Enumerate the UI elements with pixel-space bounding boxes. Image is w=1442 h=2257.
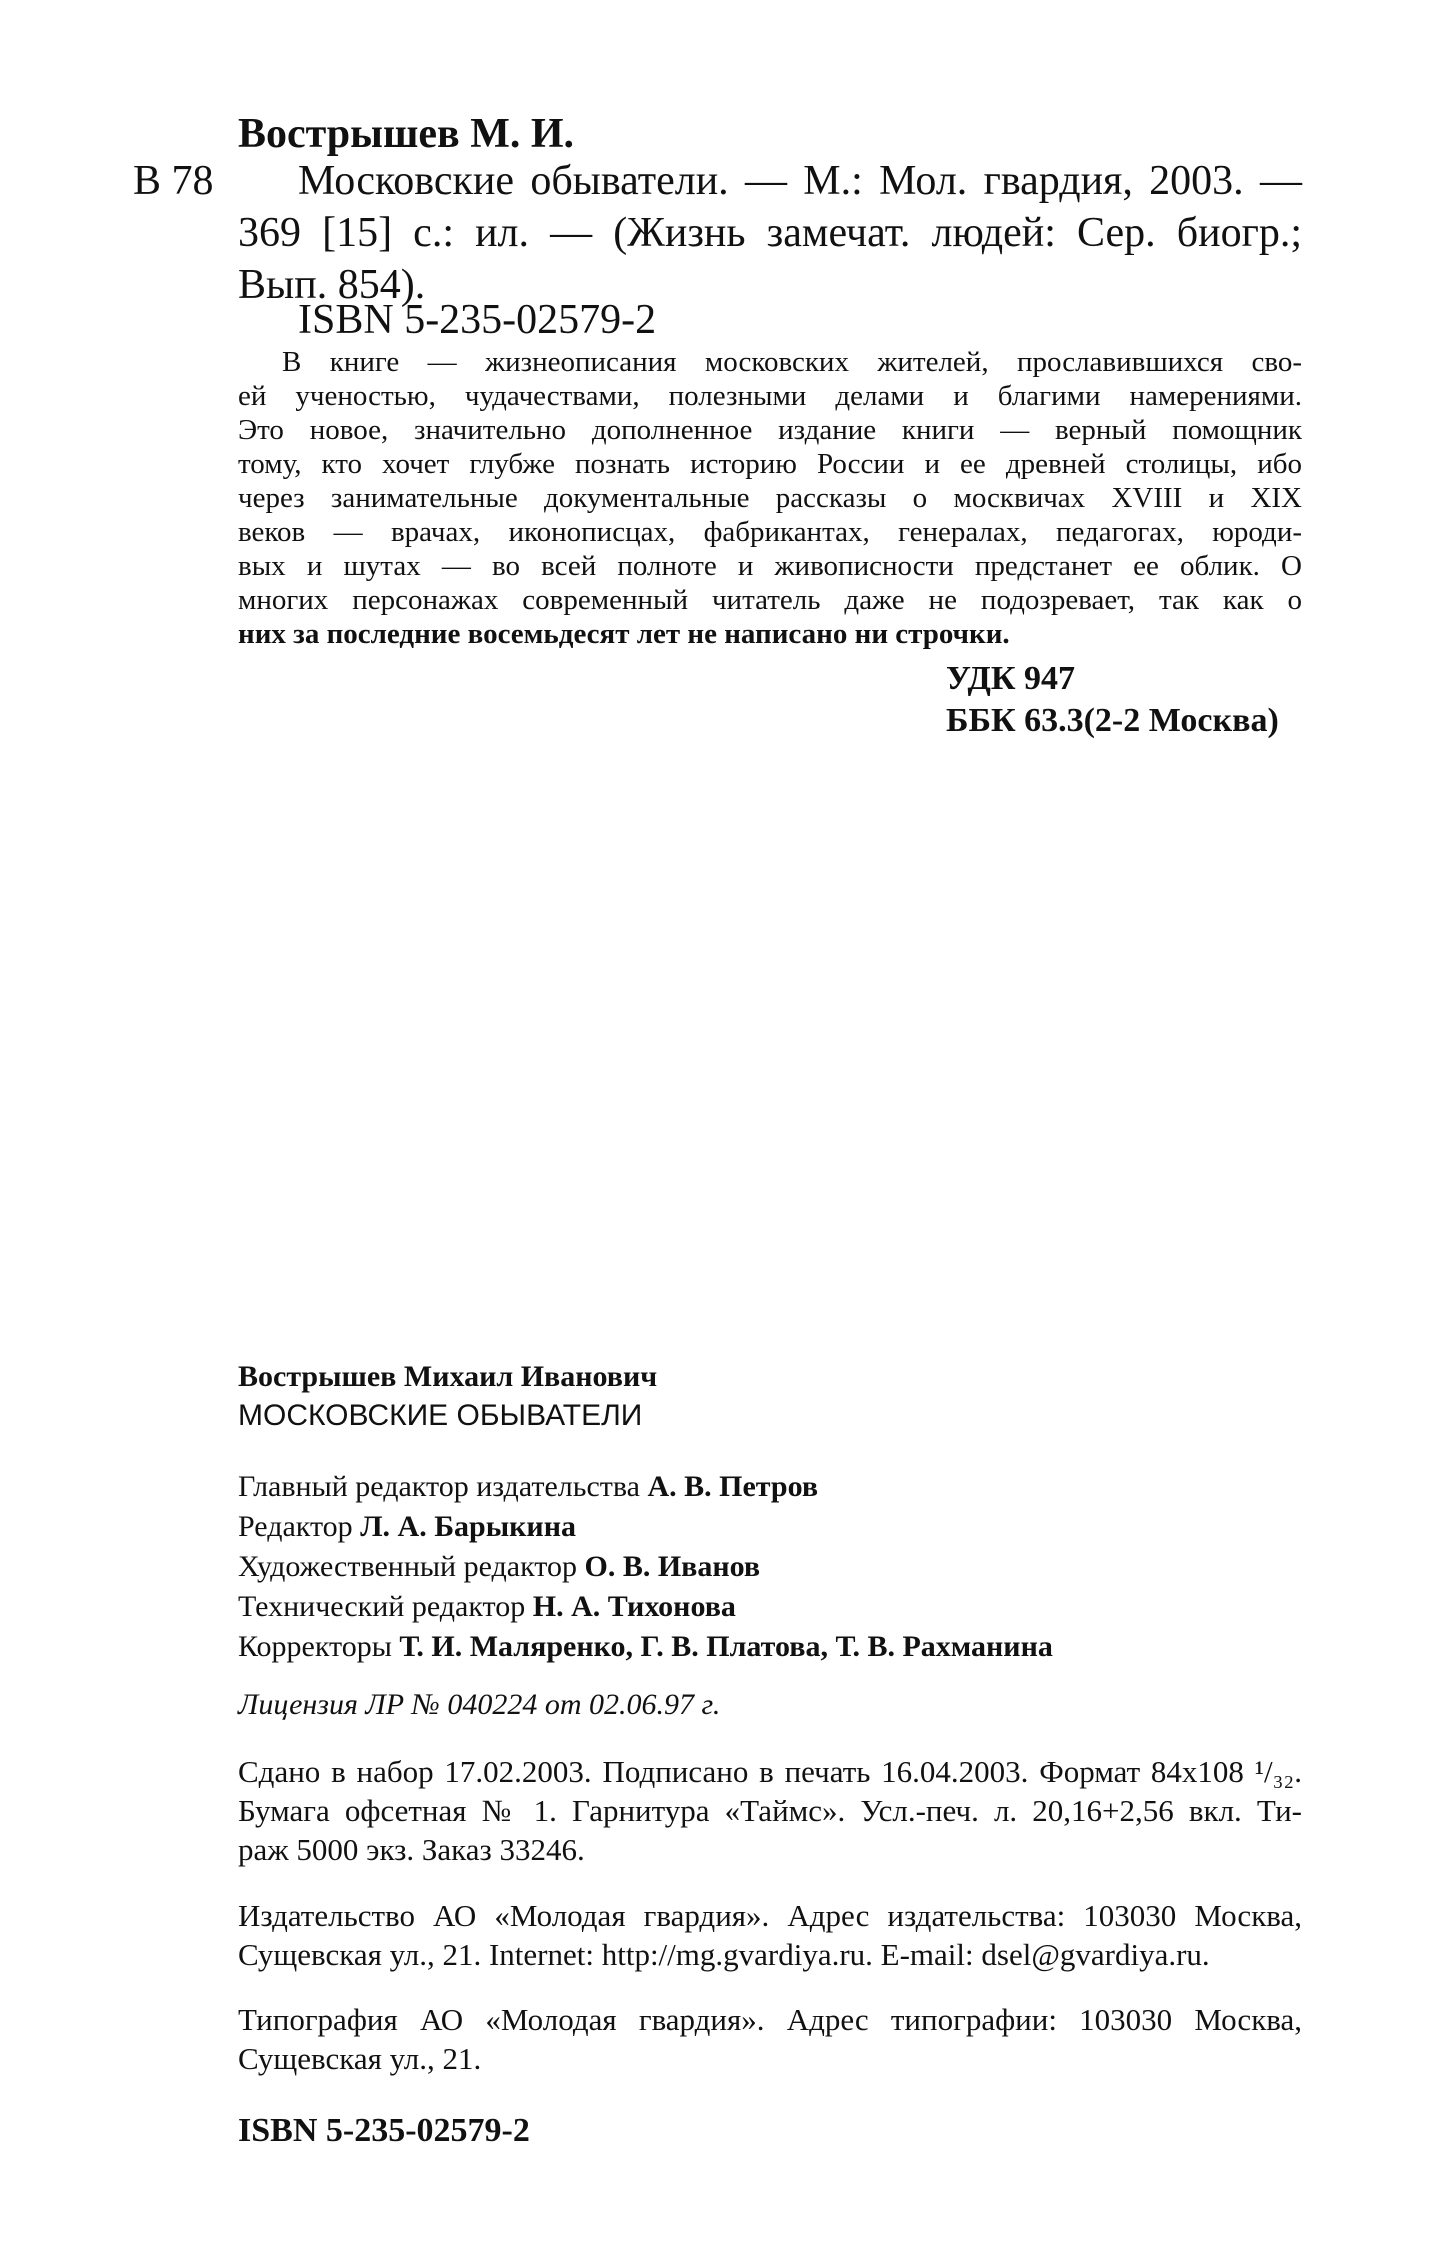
staff-name: О. В. Иванов [584, 1550, 761, 1583]
annotation-line: вых и шутах — во всей полноте и живописности предстанет ее облик. О [238, 550, 1302, 582]
publisher-details [238, 1896, 1302, 1974]
staff-role: Технический редактор [238, 1590, 526, 1623]
staff-role: Редактор [238, 1510, 353, 1543]
staff-row [238, 1548, 1053, 1585]
typography-line: Типография АО «Молодая гвардия». Адрес типографии: 103030 Москва, [238, 2002, 1302, 2037]
staff-role: Корректоры [238, 1630, 392, 1663]
staff-row [238, 1588, 1053, 1625]
print-details [238, 1752, 1302, 1869]
annotation [238, 345, 1302, 651]
annotation-line: В книге — жизнеописания московских жителей, прославившихся сво- [282, 346, 1302, 378]
print-line: раж 5000 экз. Заказ 33246. [238, 1832, 585, 1867]
udk-code: УДК 947 [946, 660, 1076, 697]
bib-line: Московские обыватели. — М.: Мол. гвардия, 2003. — [298, 158, 1302, 204]
isbn-top: ISBN 5-235-02579-2 [298, 297, 657, 343]
staff-row [238, 1508, 1053, 1545]
annotation-line: Это новое, значительно дополненное издание книги — верный помощник [238, 414, 1302, 446]
isbn-bottom: ISBN 5-235-02579-2 [238, 2112, 530, 2149]
print-line: Бумага офсетная № 1. Гарнитура «Таймс». Усл.-печ. л. 20,16+2,56 вкл. Ти- [238, 1793, 1302, 1828]
typography-details [238, 2000, 1302, 2078]
license: Лицензия ЛР № 040224 от 02.06.97 г. [238, 1688, 721, 1721]
bib-line: 369 [15] с.: ил. — (Жизнь замечат. людей: Сер. биогр.; [238, 210, 1302, 256]
annotation-line: ей ученостью, чудачествами, полезными делами и благими намерениями. [238, 380, 1302, 412]
annotation-line: них за последние восемьдесят лет не написано ни строчки. [238, 618, 1010, 650]
annotation-line: веков — врачах, иконописцах, фабрикантах, генералах, педагогах, юроди- [238, 516, 1302, 548]
annotation-line: через занимательные документальные рассказы о москвичах XVIII и XIX [238, 482, 1302, 514]
staff-name: Н. А. Тихонова [532, 1590, 736, 1623]
bibliographic-entry [238, 155, 1302, 311]
staff-name: Л. А. Барыкина [360, 1510, 577, 1543]
annotation-line: тому, кто хочет глубже познать историю России и ее древней столицы, ибо [238, 448, 1302, 480]
publisher-line: Издательство АО «Молодая гвардия». Адрес издательства: 103030 Москва, [238, 1898, 1302, 1933]
staff-row [238, 1468, 1053, 1505]
author-full-name: Вострышев Михаил Иванович [238, 1360, 658, 1393]
staff-name: А. В. Петров [647, 1470, 819, 1503]
staff-name: Т. И. Маляренко, Г. В. Платова, Т. В. Рахманина [399, 1630, 1053, 1663]
bib-line: Вып. 854). [238, 262, 426, 308]
bbk-code: ББК 63.3(2-2 Москва) [946, 702, 1279, 739]
staff-list [238, 1468, 1053, 1665]
author-heading: Вострышев М. И. [238, 111, 575, 157]
staff-role: Художественный редактор [238, 1550, 577, 1583]
annotation-line: многих персонажах современный читатель даже не подозревает, так как о [238, 584, 1302, 616]
index-code: В 78 [133, 158, 214, 204]
typography-line: Сущевская ул., 21. [238, 2041, 482, 2076]
book-title: МОСКОВСКИЕ ОБЫВАТЕЛИ [238, 1399, 643, 1432]
publisher-line: Сущевская ул., 21. Internet: http://mg.gvardiya.ru. E-mail: dsel@gvardiya.ru. [238, 1937, 1210, 1972]
print-line: Сдано в набор 17.02.2003. Подписано в печать 16.04.2003. Формат 84x108 ¹/₃₂. [238, 1754, 1302, 1789]
staff-role: Главный редактор издательства [238, 1470, 640, 1503]
staff-row [238, 1628, 1053, 1665]
